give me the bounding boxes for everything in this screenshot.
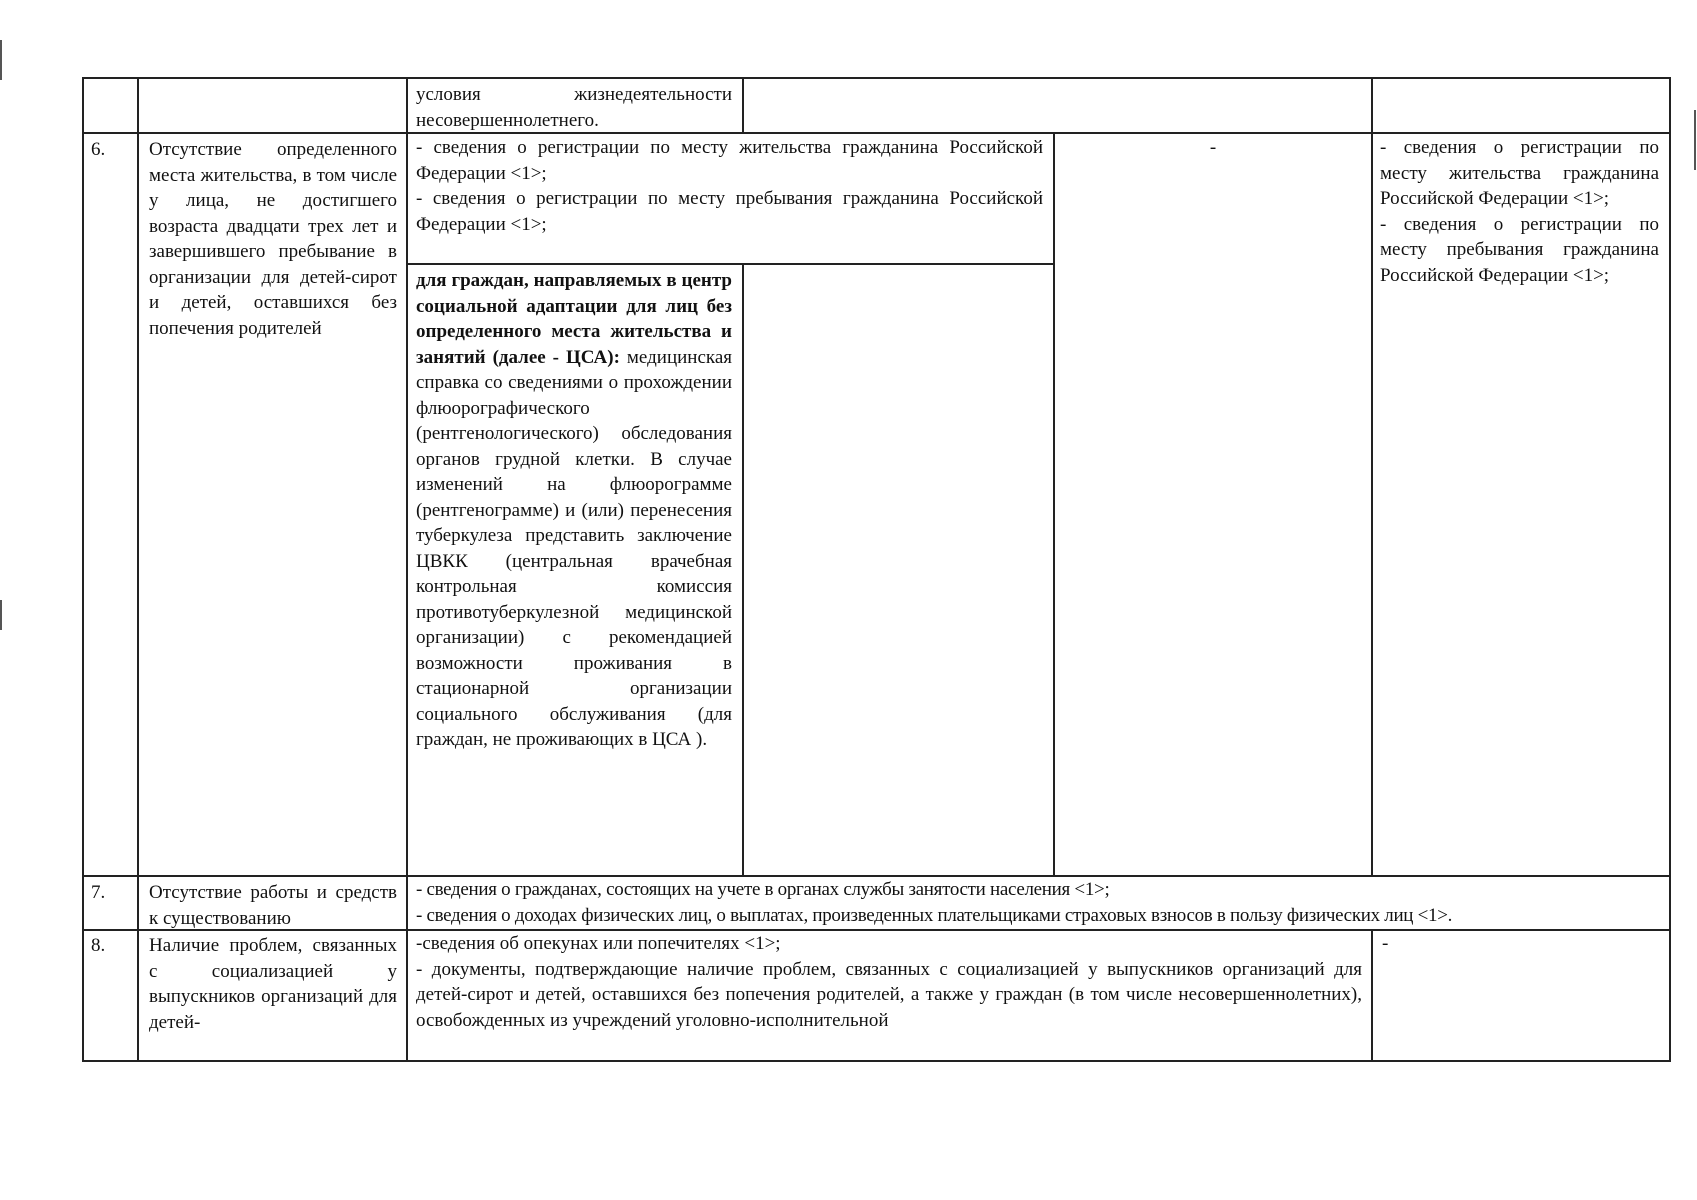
document-item: - сведения о доходах физических лиц, о выплатах, произведенных плательщиками страховых взносов в пользу физических лиц <1>.	[416, 904, 1453, 926]
document-item: - сведения о регистрации по месту пребывания гражданина Российской Федерации <1>;	[416, 188, 1043, 235]
table-border-top	[82, 77, 1671, 79]
cell-text: условия жизнедеятельности несовершеннолетнего.	[416, 84, 732, 131]
row-number-6	[91, 137, 131, 163]
row-number-7	[91, 880, 131, 906]
dash-text: -	[1382, 933, 1389, 954]
column-divider	[406, 77, 408, 1062]
csa-heading: для граждан, направляемых в центр социальной адаптации для лиц без определенного места жительства и занятий (далее - ЦСА):	[416, 270, 732, 368]
row-6-right-documents	[1380, 135, 1659, 288]
document-item: - сведения о регистрации по месту жительства гражданина Российской Федерации <1>;	[1380, 137, 1659, 209]
csa-text	[416, 268, 732, 753]
column-divider	[1053, 132, 1055, 876]
scan-edge-mark	[0, 600, 2, 630]
csa-body: медицинская справка со сведениями о прохождении флюорографического (рентгенологического) обследования органов грудной клетки. В случае изменений на флюорограмме (рентгенограмме) и (или) перенесения туберкулеза представить заключение ЦВКК (центральная врачебная контрольная комиссия противотуберкулезной медицинской организации) с рекомендацией возможности проживания в стационарной организации социального обслуживания (для граждан, не проживающих в ЦСА ).	[416, 346, 732, 750]
row-7-documents	[416, 877, 1666, 928]
condition-text: Отсутствие работы и средств к существованию	[149, 882, 397, 929]
row-number-8	[91, 933, 131, 959]
row-7-condition	[149, 880, 397, 931]
table-border-left	[82, 77, 84, 1062]
row-8-documents	[416, 931, 1362, 1059]
row-number: 7.	[91, 882, 106, 903]
condition-text: Наличие проблем, связанных с социализацией у выпускников организаций для детей-	[149, 935, 397, 1033]
scan-edge-mark	[1694, 110, 1696, 170]
row-number: 8.	[91, 935, 106, 956]
table-border-right	[1669, 77, 1671, 1062]
scan-edge-mark	[0, 40, 2, 80]
document-item: - сведения о регистрации по месту пребывания гражданина Российской Федерации <1>;	[1380, 213, 1659, 286]
row-8-condition	[149, 933, 397, 1059]
table-border-bottom	[82, 1060, 1671, 1062]
row-number: 6.	[91, 139, 106, 160]
document-item: - документы, подтверждающие наличие проблем, связанных с социализацией у выпускников организаций для детей-сирот и детей, оставшихся без попечения родителей, а также у граждан (в том числе несовершеннолетних), освобожденных из учреждений уголовно-исполнительной	[416, 958, 1362, 1031]
document-item: -сведения об опекунах или попечителях <1>;	[416, 933, 781, 954]
column-divider	[137, 77, 139, 1062]
row-6-dash	[1060, 135, 1366, 161]
row-8-right	[1382, 931, 1482, 957]
column-divider	[742, 263, 744, 876]
column-divider	[742, 77, 744, 134]
row-6-documents	[416, 135, 1043, 237]
cell-living-conditions	[416, 82, 732, 133]
row-6-condition	[149, 137, 397, 341]
column-divider	[1371, 77, 1373, 876]
row-divider	[408, 263, 1053, 265]
row-6-csa-documents	[416, 268, 732, 753]
document-item: - сведения о регистрации по месту жительства гражданина Российской Федерации <1>;	[416, 137, 1043, 184]
row-divider	[82, 132, 1671, 134]
column-divider	[1371, 929, 1373, 1062]
document-item: - сведения о гражданах, состоящих на учете в органах службы занятости населения <1>;	[416, 879, 1110, 900]
dash-text: -	[1209, 137, 1217, 158]
condition-text: Отсутствие определенного места жительства, в том числе у лица, не достигшего возраста двадцати трех лет и завершившего пребывание в организации для детей-сирот и детей, оставшихся без попечения родителей	[149, 139, 397, 339]
